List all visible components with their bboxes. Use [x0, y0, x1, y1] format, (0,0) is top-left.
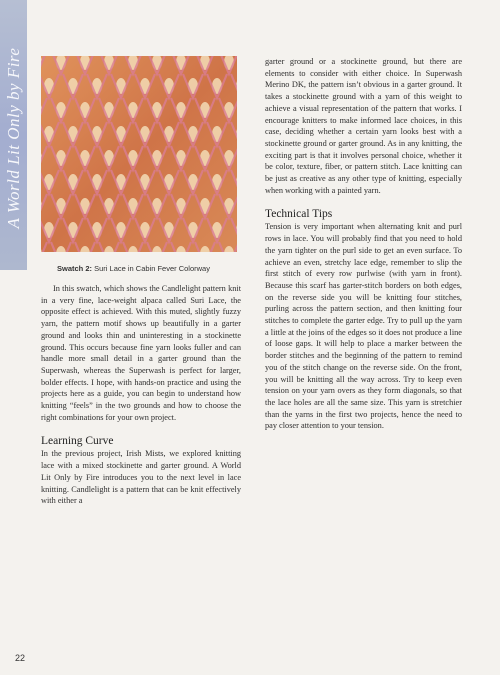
right-column [265, 56, 462, 432]
left-column [41, 283, 241, 507]
figure-caption [57, 264, 210, 273]
chapter-side-band [0, 0, 27, 270]
caption-text: Suri Lace in Cabin Fever Colorway [92, 264, 210, 273]
body-paragraph: Tension is very important when alternating knit and purl rows in lace. You will probably find that you need to hold the yarn tighter on the purl side to get an even surface. To achieve an even, stretchy lace edge, remember to slip the first stitch of every row purlwise (with yarn in front). Because this scarf has garter-stitch borders on both edges, on the reverse side you will be knitting four stitches, purling across the pattern section, and then knitting four stitches to complete the garter edge. Try to pull up the yarn a little at the joins of the edges so it does not produce a line of loose gaps. It will help to place a marker between the border stitches and the beginning of the pattern to remind you of the stitch change on the reverse side. On the front, you will be knitting all the way across. Try to keep even tension on your yarn overs as they form diagonals, so that the lace holes are all the same size. This yarn is stretchier than the yarns in the first two projects, hence the need to pay closer attention to your tension. [265, 222, 462, 431]
body-paragraph: In this swatch, which shows the Candlelight pattern knit in a very fine, lace-weight alpaca called Suri Lace, the opposite effect is achieved. With this muted, slightly fuzzy yarn, the pattern motif shows up beautifully in a garter ground and looks thin and uninteresting in a stockinette ground. This occurs because fine yarn looks fuller and can handle more small detail in a garter ground than the Superwash, whereas the Superwash is perfect for larger, bolder effects. I hope, with hands-on practice and using the projects here as a guide, you can begin to understand how knitting “feels” in the two grounds and how to choose the right combinations for your own project. [41, 284, 241, 422]
body-paragraph: garter ground or a stockinette ground, but there are elements to consider with either choice. In Superwash Merino DK, the pattern isn’t obvious in a garter ground. It takes a stockinette ground with a yarn of this weight to achieve a visual representation of the pattern that works. I encourage knitters to make informed lace choices, in this case, deciding whether a certain yarn looks best with a stockinette ground or garter ground. As in any knitting, the exciting part is that it involves personal choice, whether it be color, texture, fiber, or pattern stitch. Lace knitting can be just as creative as any other type of knitting, especially when working with a painted yarn. [265, 57, 462, 195]
body-paragraph: In the previous project, Irish Mists, we explored knitting lace with a mixed stockinette and garter ground. A World Lit Only by Fire introduces you to the next level in lace knitting. Candlelight is a pattern that can be knit effectively with either a [41, 449, 241, 506]
chapter-side-title: A World Lit Only by Fire [4, 47, 23, 229]
caption-label: Swatch 2: [57, 264, 93, 273]
section-heading-learning-curve: Learning Curve [41, 435, 114, 448]
page-number: 22 [15, 653, 26, 663]
section-heading-technical-tips: Technical Tips [265, 208, 333, 221]
swatch-photo [41, 56, 237, 252]
